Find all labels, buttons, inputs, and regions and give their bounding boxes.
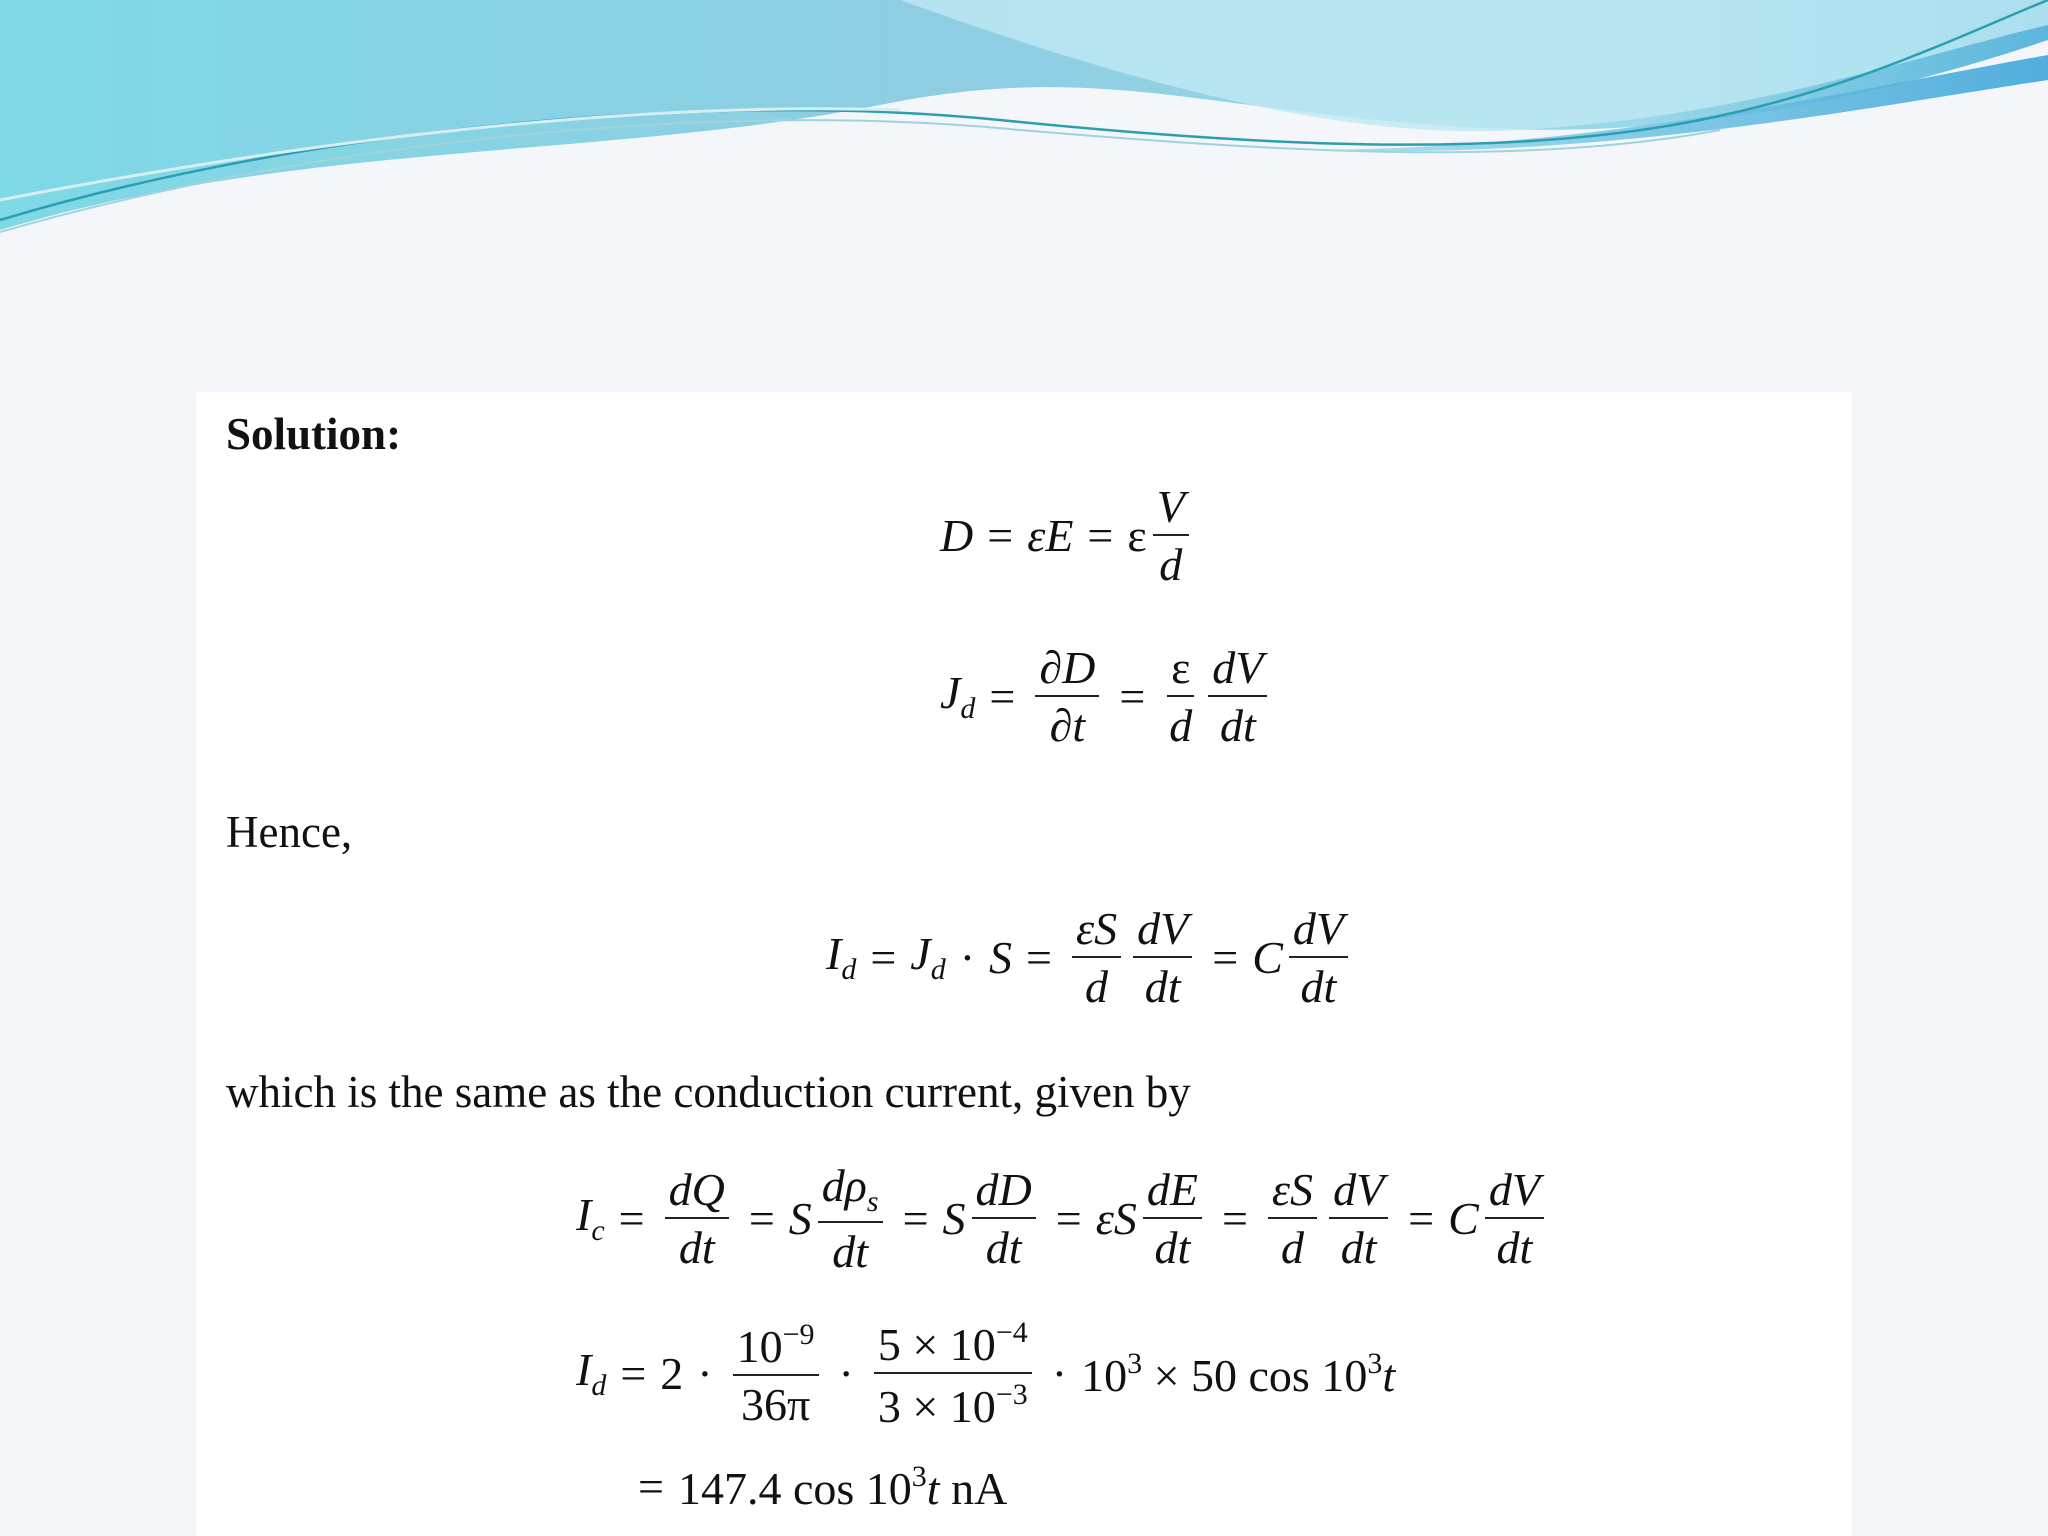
eq4-es: εS [1095, 1193, 1137, 1244]
eq2-fraction-1 [1035, 642, 1099, 751]
eq1-den: d [1159, 539, 1183, 590]
eq4-f5-den: d [1280, 1222, 1304, 1273]
equation-displacement-current [826, 903, 1354, 1012]
eq5-f2-den-base: 3 × 10 [877, 1381, 996, 1432]
eq1-mid: εE [1027, 510, 1074, 561]
eq4-equals-3: = [902, 1193, 929, 1244]
eq2-f2-den: d [1169, 700, 1193, 751]
eq5-f1-num-exp: −9 [782, 1318, 815, 1351]
eq5-tail-mid: × 50 cos 10 [1142, 1350, 1368, 1401]
eq3-f1-num: εS [1072, 906, 1121, 958]
eq2-f2-num: ε [1167, 645, 1194, 697]
eq3-f3-num: dV [1289, 906, 1348, 958]
eq4-f3-den: dt [985, 1222, 1022, 1273]
eq3-fraction-3 [1289, 903, 1348, 1012]
eq5-fraction-1 [733, 1320, 819, 1428]
eq4-lhs: I [576, 1189, 592, 1240]
eq4-f6-den: dt [1340, 1222, 1377, 1273]
eq3-c: C [1252, 932, 1283, 983]
eq5-dot-2: · [838, 1348, 854, 1399]
equation-conduction-current [576, 1160, 1550, 1277]
eq4-f2-den: dt [832, 1226, 869, 1277]
eq5-dot-1: · [697, 1348, 713, 1399]
eq2-f3-num: dV [1208, 645, 1267, 697]
eq4-equals-6: = [1408, 1193, 1435, 1244]
eq4-fraction-6 [1329, 1164, 1388, 1273]
eq4-f2-num-sub: s [866, 1185, 879, 1218]
eq4-equals-4: = [1055, 1193, 1082, 1244]
eq4-fraction-7 [1485, 1164, 1544, 1273]
eq4-c: C [1448, 1193, 1479, 1244]
eq1-equals: = [987, 510, 1014, 561]
eq2-equals: = [989, 671, 1016, 722]
eq2-lhs-sub: d [960, 692, 976, 725]
eq5-fraction-2 [874, 1318, 1032, 1430]
eq4-fraction-1 [665, 1164, 729, 1273]
eq3-term-sub: d [930, 953, 946, 986]
eq4-f7-den: dt [1496, 1222, 1533, 1273]
solution-heading: Solution: [226, 409, 402, 459]
eq6-equals: = [638, 1461, 664, 1512]
eq5-f2-num-base: 5 × 10 [877, 1319, 996, 1370]
eq5-f1-den: 36π [740, 1379, 811, 1430]
eq4-f4-num: dE [1143, 1167, 1202, 1219]
eq3-f3-den: dt [1300, 961, 1337, 1012]
eq1-lhs: D [940, 510, 974, 561]
eq3-equals-3: = [1212, 932, 1239, 983]
eq5-equals: = [620, 1348, 647, 1399]
equation-numeric-id [576, 1318, 1395, 1430]
equation-displacement-density [940, 642, 1273, 751]
eq4-fraction-2 [818, 1160, 883, 1277]
eq5-tail-base: 10 [1081, 1350, 1128, 1401]
eq4-f4-den: dt [1154, 1222, 1191, 1273]
eq1-num: V [1153, 484, 1189, 536]
eq3-dot: · [959, 932, 976, 983]
eq6-unit: nA [939, 1463, 1008, 1514]
eq5-lhs-sub: d [591, 1369, 607, 1402]
eq5-tail-t: t [1382, 1350, 1396, 1401]
eq1-fraction [1153, 481, 1189, 590]
eq5-two: 2 [660, 1348, 684, 1399]
eq4-fraction-5 [1268, 1164, 1317, 1273]
eq4-f1-den: dt [678, 1222, 715, 1273]
eq1-coef: ε [1127, 510, 1147, 561]
eq4-equals-2: = [748, 1193, 775, 1244]
eq6-t: t [926, 1463, 940, 1514]
eq2-f1-den: ∂t [1049, 700, 1086, 751]
eq1-equals-2: = [1087, 510, 1114, 561]
eq3-lhs: I [826, 928, 842, 979]
equation-d-field [940, 481, 1195, 590]
eq3-s: S [989, 932, 1013, 983]
eq3-term: J [910, 928, 931, 979]
eq5-f2-num-exp: −4 [995, 1316, 1028, 1349]
eq5-dot-3: · [1051, 1348, 1068, 1399]
eq4-s1: S [788, 1193, 812, 1244]
hence-text: Hence, [226, 807, 353, 857]
eq5-lhs: I [576, 1344, 592, 1395]
eq2-f3-den: dt [1219, 700, 1256, 751]
eq6-exp: 3 [911, 1460, 927, 1493]
eq4-f2-num: dρ [821, 1160, 867, 1211]
eq4-f3-num: dD [972, 1167, 1036, 1219]
eq3-lhs-sub: d [841, 953, 857, 986]
eq3-f1-den: d [1085, 961, 1109, 1012]
eq4-equals: = [618, 1193, 645, 1244]
eq3-equals: = [870, 932, 897, 983]
conduction-text: which is the same as the conduction current, given by [226, 1067, 1191, 1117]
eq4-f1-num: dQ [665, 1167, 729, 1219]
eq4-equals-5: = [1221, 1193, 1248, 1244]
eq5-tail-exp: 3 [1127, 1347, 1143, 1380]
eq4-f7-num: dV [1485, 1167, 1544, 1219]
eq3-f2-den: dt [1144, 961, 1181, 1012]
eq3-f2-num: dV [1133, 906, 1192, 958]
eq3-fraction-2 [1133, 903, 1192, 1012]
eq6-value: 147.4 cos 10 [677, 1463, 912, 1514]
eq2-fraction-2 [1165, 642, 1196, 751]
eq4-fraction-4 [1143, 1164, 1202, 1273]
eq4-s2: S [942, 1193, 966, 1244]
eq5-tail-exp-2: 3 [1367, 1347, 1383, 1380]
eq2-lhs: J [940, 667, 961, 718]
eq4-f6-num: dV [1329, 1167, 1388, 1219]
eq5-f1-num-base: 10 [736, 1321, 783, 1372]
eq2-f1-num: ∂D [1035, 645, 1099, 697]
eq2-equals-2: = [1119, 671, 1146, 722]
eq5-f2-den-exp: −3 [995, 1378, 1028, 1411]
eq3-fraction-1 [1072, 903, 1121, 1012]
header-wave-decoration [0, 0, 2048, 240]
eq4-fraction-3 [972, 1164, 1036, 1273]
eq4-f5-num: εS [1268, 1167, 1317, 1219]
equation-result [624, 1462, 1007, 1512]
eq4-lhs-sub: c [591, 1214, 605, 1247]
eq2-fraction-3 [1208, 642, 1267, 751]
eq3-equals-2: = [1026, 932, 1052, 983]
